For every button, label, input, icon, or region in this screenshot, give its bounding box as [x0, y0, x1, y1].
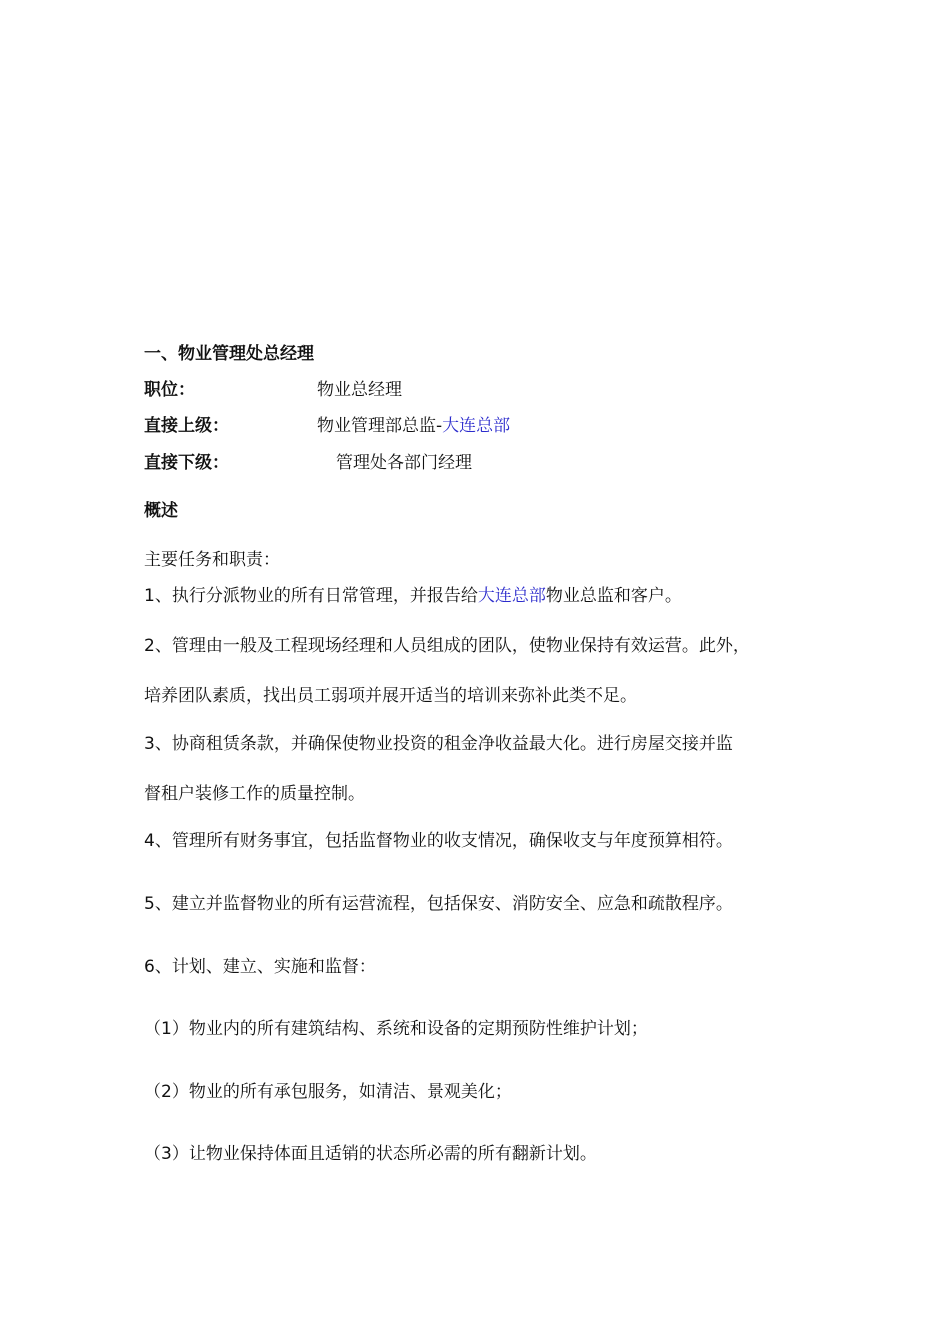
duty-4: 4、管理所有财务事宜，包括监督物业的收支情况，确保收支与年度预算相符。 [144, 831, 733, 851]
duty-6-item-1: （1）物业内的所有建筑结构、系统和设备的定期预防性维护计划； [144, 1019, 648, 1039]
duty-1-prefix: 1、执行分派物业的所有日常管理，并报告给 [144, 586, 478, 606]
duty-6-item-2: （2）物业的所有承包服务，如清洁、景观美化； [144, 1082, 512, 1102]
overview-heading: 概述 [144, 501, 178, 521]
duty-1-link[interactable]: 大连总部 [477, 586, 546, 606]
duty-5: 5、建立并监督物业的所有运营流程，包括保安、消防安全、应急和疏散程序。 [144, 894, 733, 914]
duty-1 [144, 585, 682, 607]
superior-value-prefix: 物业管理部总监- [317, 416, 443, 436]
superior-label: 直接上级： [144, 416, 229, 436]
subordinate-label: 直接下级： [144, 453, 229, 473]
duty-2-line-2: 培养团队素质，找出员工弱项并展开适当的培训来弥补此类不足。 [144, 686, 637, 706]
duty-2-line-1: 2、管理由一般及工程现场经理和人员组成的团队，使物业保持有效运营。此外， [144, 636, 750, 656]
superior-value-link[interactable]: 大连总部 [442, 416, 511, 436]
position-label: 职位： [144, 380, 195, 400]
subordinate-value: 管理处各部门经理 [336, 453, 472, 473]
duty-3-line-1: 3、协商租赁条款，并确保使物业投资的租金净收益最大化。进行房屋交接并监 [144, 734, 733, 754]
duty-6-item-3: （3）让物业保持体面且适销的状态所必需的所有翻新计划。 [144, 1144, 597, 1164]
position-value: 物业总经理 [317, 380, 402, 400]
duty-1-suffix: 物业总监和客户。 [545, 586, 682, 606]
duties-intro: 主要任务和职责： [144, 550, 280, 570]
duty-6: 6、计划、建立、实施和监督： [144, 957, 376, 977]
superior-value [317, 415, 510, 437]
section-title: 一、物业管理处总经理 [144, 344, 314, 364]
duty-3-line-2: 督租户装修工作的质量控制。 [144, 784, 365, 804]
